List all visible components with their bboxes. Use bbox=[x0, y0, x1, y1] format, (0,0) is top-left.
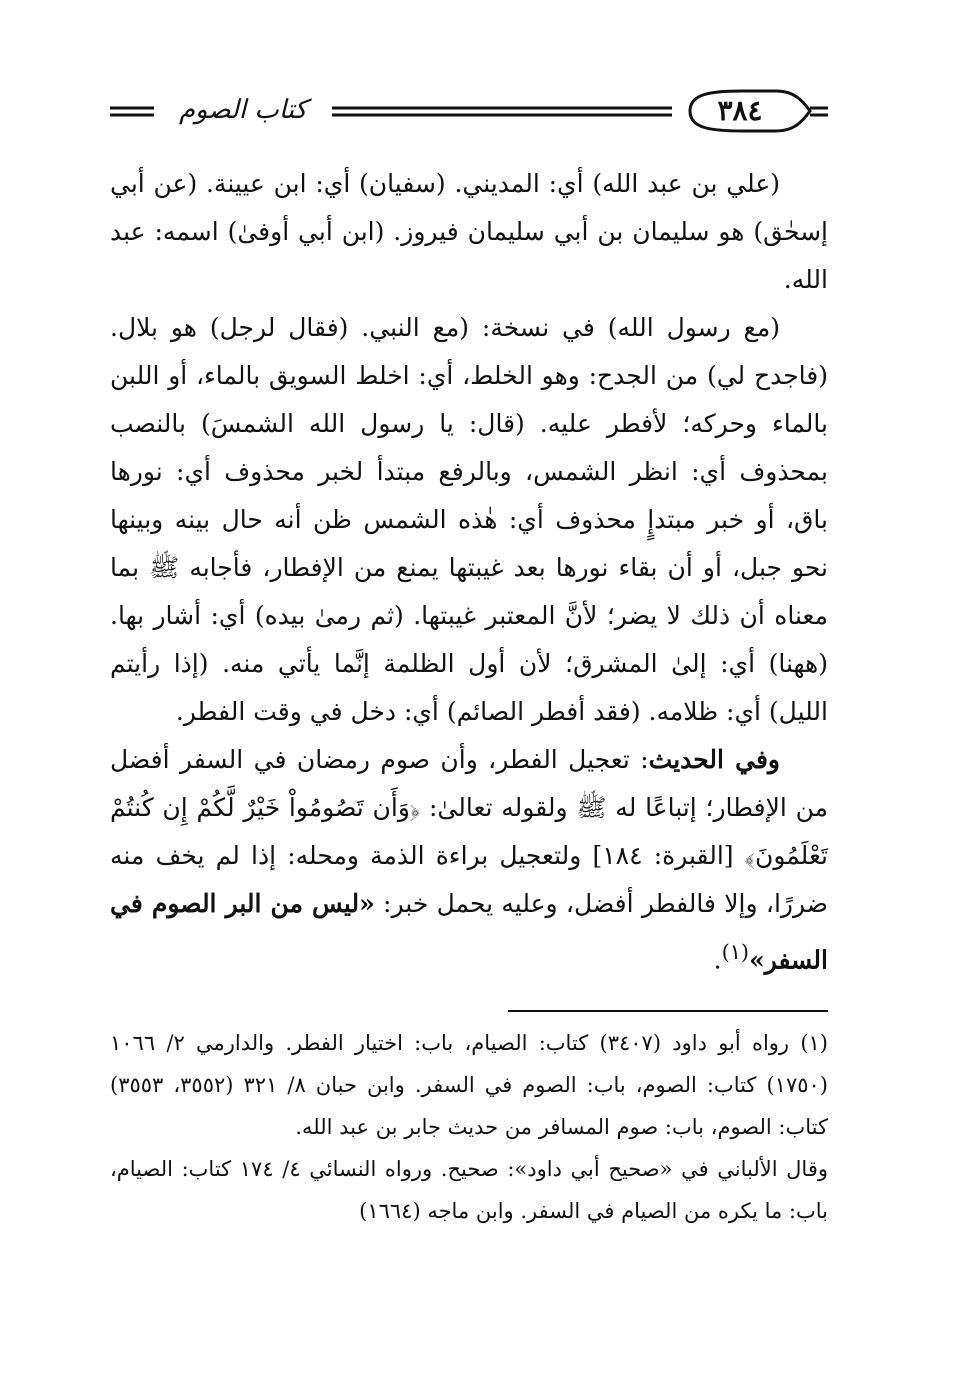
hadith-quote: «ليس من البر الصوم في السفر» bbox=[110, 889, 828, 975]
page-number: ٣٨٤ bbox=[717, 94, 763, 127]
page-header bbox=[110, 88, 828, 134]
footnote-separator bbox=[508, 1010, 828, 1012]
footnote-1-continued: وقال الألباني في «صحيح أبي داود»: صحيح. ورواه النسائي ٤/ ١٧٤ كتاب: الصيام، باب: ما يكره من الصيام في السفر. وابن ماجه (١٦٦٤) bbox=[110, 1157, 828, 1223]
paragraph-3-lead: وفي الحديث bbox=[648, 745, 780, 774]
paragraph-3-text: : تعجيل الفطر، وأن صوم رمضان في السفر أفضل من الإفطار؛ إتباعًا له ﷺ ولقوله تعالىٰ: ﴿وَأَن تَصُومُواْ خَيْرٌ لَّكُمْ إِن كُنتُمْ تَعْلَمُونَ﴾ [القبرة: ١٨٤] ولتعجيل براءة الذمة ومحله: إذا لم يخف منه ضررًا، وإلا فالفطر أفضل، وعليه يحمل خبر: bbox=[110, 745, 828, 918]
book-title: كتاب الصوم bbox=[178, 95, 308, 125]
footnote-1: (١) رواه أبو داود (٣٤٠٧) كتاب: الصيام، باب: اختيار الفطر. والدارمي ٢/ ١٠٦٦ (١٧٥٠) كتاب: الصوم، باب: الصوم في السفر. وابن حبان ٨/ ٣٢١ (٣٥٥٢، ٣٥٥٣) كتاب: الصوم، باب: صوم المسافر من حديث جابر بن عبد الله. bbox=[110, 1031, 828, 1139]
footnotes bbox=[110, 1022, 828, 1232]
paragraph-2: (مع رسول الله) في نسخة: (مع النبي. (فقال لرجل) هو بلال. (فاجدح لي) من الجدح: وهو الخلط، أي: اخلط السويق بالماء، أو اللبن بالماء وحركه؛ لأفطر عليه. (قال: يا رسول الله الشمسَ) بالنصب بمحذوف أي: انظر الشمس، وبالرفع مبتدأ لخبر محذوف أي: نورها باق، أو خبر مبتدإٍ محذوف أي: هٰذه الشمس ظن أنه حال بينه وبينها نحو جبل، أو أن بقاء نورها بعد غيبتها يمنع من الإفطار، فأجابه ﷺ بما معناه أن ذلك لا يضر؛ لأنَّ المعتبر غيبتها. (ثم رمىٰ بيده) أي: أشار بها. (ههنا) أي: إلىٰ المشرق؛ لأن أول الظلمة إنَّما يأتي منه. (إذا رأيتم الليل) أي: ظلامه. (فقد أفطر الصائم) أي: دخل في وقت الفطر. bbox=[110, 313, 828, 726]
paragraph-3 bbox=[110, 736, 828, 984]
main-text bbox=[110, 160, 828, 984]
paragraph-1: (علي بن عبد الله) أي: المديني. (سفيان) أي: ابن عيينة. (عن أبي إسحٰق) هو سليمان بن أبي سليمان فيروز. (ابن أبي أوفىٰ) اسمه: عبد الله. bbox=[110, 169, 828, 294]
paragraph-3-end: . bbox=[713, 945, 722, 975]
footnote-reference: (١) bbox=[721, 940, 750, 964]
